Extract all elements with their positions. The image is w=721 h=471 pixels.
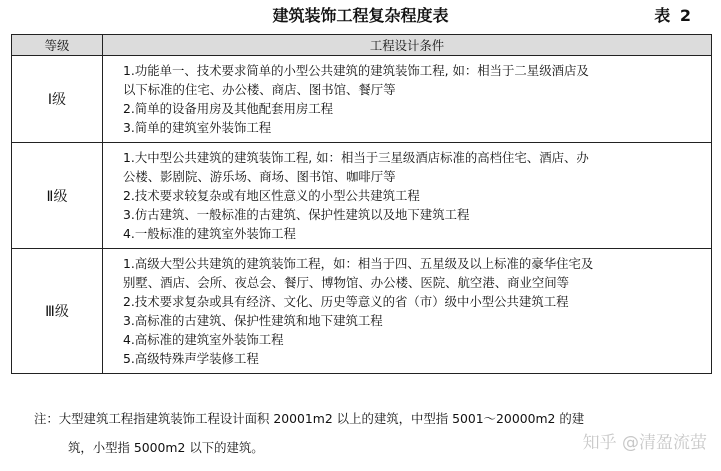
header-row bbox=[12, 35, 712, 56]
level-header: 等级 bbox=[12, 35, 103, 56]
condition-line: 1.高级大型公共建筑的建筑装饰工程，如：相当于四、五星级及以上标准的豪华住宅及 bbox=[123, 256, 594, 271]
conditions-cell bbox=[103, 56, 712, 143]
footnote-line: 筑，小型指 5000m2 以下的建筑。 bbox=[68, 440, 264, 455]
table-row bbox=[12, 143, 712, 249]
condition-line: 1.功能单一、技术要求简单的小型公共建筑的建筑装饰工程, 如：相当于二星级酒店及 bbox=[123, 63, 589, 78]
condition-line: 4.一般标准的建筑室外装饰工程 bbox=[123, 226, 296, 241]
condition-line: 5.高级特殊声学装修工程 bbox=[123, 351, 259, 366]
level-cell: Ⅲ级 bbox=[12, 249, 103, 374]
condition-line: 3.简单的建筑室外装饰工程 bbox=[123, 120, 272, 135]
condition-line: 别墅、酒店、会所、夜总会、餐厅、博物馆、办公楼、医院、航空港、商业空间等 bbox=[123, 275, 570, 290]
condition-line: 2.简单的设备用房及其他配套用房工程 bbox=[123, 101, 334, 116]
table-row bbox=[12, 249, 712, 374]
level-cell: Ⅰ级 bbox=[12, 56, 103, 143]
condition-line: 1.大中型公共建筑的建筑装饰工程, 如：相当于三星级酒店标准的高档住宅、酒店、办 bbox=[123, 150, 589, 165]
level-cell: Ⅱ级 bbox=[12, 143, 103, 249]
condition-line: 3.仿古建筑、一般标准的古建筑、保护性建筑以及地下建筑工程 bbox=[123, 207, 470, 222]
conditions-cell bbox=[103, 143, 712, 249]
table-title: 建筑装饰工程复杂程度表 bbox=[272, 6, 449, 25]
condition-line: 3.高标准的古建筑、保护性建筑和地下建筑工程 bbox=[123, 313, 383, 328]
complexity-table bbox=[11, 34, 712, 374]
condition-line: 4.高标准的建筑室外装饰工程 bbox=[123, 332, 284, 347]
condition-line: 2.技术要求较复杂或有地区性意义的小型公共建筑工程 bbox=[123, 188, 420, 203]
condition-line: 以下标准的住宅、办公楼、商店、图书馆、餐厅等 bbox=[123, 82, 396, 97]
conditions-cell bbox=[103, 249, 712, 374]
watermark: 知乎 @清盈流萤 bbox=[582, 433, 707, 453]
condition-line: 2.技术要求复杂或具有经济、文化、历史等意义的省（市）级中小型公共建筑工程 bbox=[123, 294, 569, 309]
condition-line: 公楼、影剧院、游乐场、商场、图书馆、咖啡厅等 bbox=[123, 169, 396, 184]
footnote-line: 注：大型建筑工程指建筑装饰工程设计面积 20001m2 以上的建筑，中型指 5001～20000m2 的建 bbox=[34, 411, 585, 426]
table-row bbox=[12, 56, 712, 143]
table-number: 表 2 bbox=[654, 6, 693, 25]
conditions-header: 工程设计条件 bbox=[103, 35, 712, 56]
